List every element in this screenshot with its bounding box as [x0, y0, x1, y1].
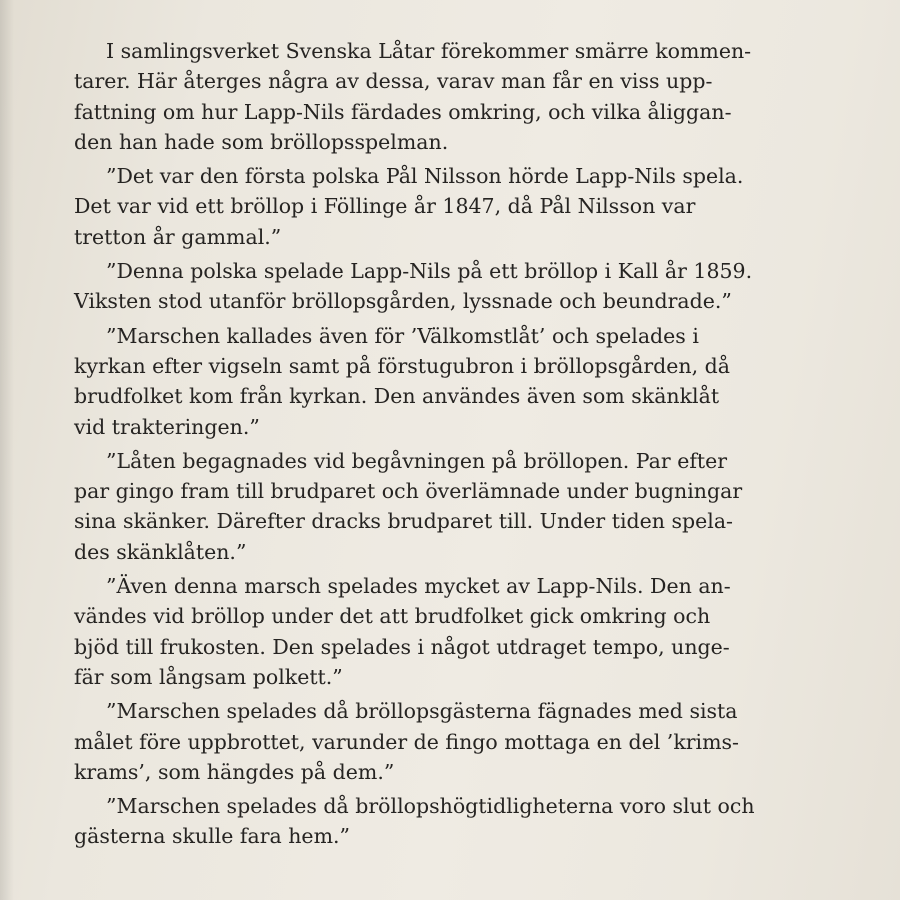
paragraph [74, 36, 834, 157]
text-line: målet före uppbrottet, varunder de fingo mottaga en del ’krims- [74, 729, 739, 754]
text-line: I samlingsverket Svenska Låtar förekommer smärre kommen- [106, 39, 752, 63]
paragraph [74, 571, 834, 692]
text-line: tarer. Här återges några av dessa, varav man får en viss upp- [74, 69, 713, 94]
text-line: par gingo fram till brudparet och överlämnade under bugningar [74, 479, 743, 504]
paragraph [74, 696, 834, 787]
text-line: sina skänker. Därefter dracks brudparet till. Under tiden spela- [74, 509, 733, 534]
text-line: Viksten stod utanför bröllopsgården, lyssnade och beundrade.” [74, 289, 732, 314]
text-line: ”Denna polska spelade Lapp-Nils på ett bröllop i Kall år 1859. [106, 259, 753, 284]
text-line: fär som långsam polkett.” [74, 664, 343, 689]
text-line: bjöd till frukosten. Den spelades i något utdraget tempo, unge- [74, 634, 730, 659]
text-line: Det var vid ett bröllop i Föllinge år 1847, då Pål Nilsson var [74, 194, 696, 219]
text-line: gästerna skulle fara hem.” [74, 824, 350, 849]
text-line: den han hade som bröllopsspelman. [74, 129, 449, 154]
text-line: ”Marschen spelades då bröllopsgästerna fägnades med sista [106, 699, 738, 724]
paragraph [74, 446, 834, 567]
paragraph [74, 791, 834, 852]
text-line: brudfolket kom från kyrkan. Den användes även som skänklåt [74, 384, 720, 409]
body-text [74, 36, 834, 856]
text-line: kyrkan efter vigseln samt på förstugubron i bröllopsgården, då [74, 353, 730, 378]
text-line: ”Marschen kallades även för ’Välkomstlåt’ och spelades i [106, 323, 699, 348]
text-line: ”Marschen spelades då bröllopshögtidligheterna voro slut och [106, 794, 755, 819]
text-line: tretton år gammal.” [74, 224, 282, 249]
paragraph [74, 161, 834, 252]
text-line: ”Även denna marsch spelades mycket av Lapp-Nils. Den an- [106, 574, 731, 599]
text-line: des skänklåten.” [74, 539, 247, 564]
text-line: vändes vid bröllop under det att brudfolket gick omkring och [74, 604, 711, 629]
text-line: fattning om hur Lapp-Nils färdades omkring, och vilka åliggan- [74, 99, 732, 124]
page-edge-shadow [0, 0, 14, 900]
text-line: krams’, som hängdes på dem.” [74, 759, 395, 784]
paragraph [74, 256, 834, 317]
text-line: ”Det var den första polska Pål Nilsson hörde Lapp-Nils spela. [106, 164, 744, 189]
text-line: vid trakteringen.” [74, 414, 260, 439]
text-line: ”Låten begagnades vid begåvningen på bröllopen. Par efter [106, 448, 728, 473]
paragraph [74, 321, 834, 442]
